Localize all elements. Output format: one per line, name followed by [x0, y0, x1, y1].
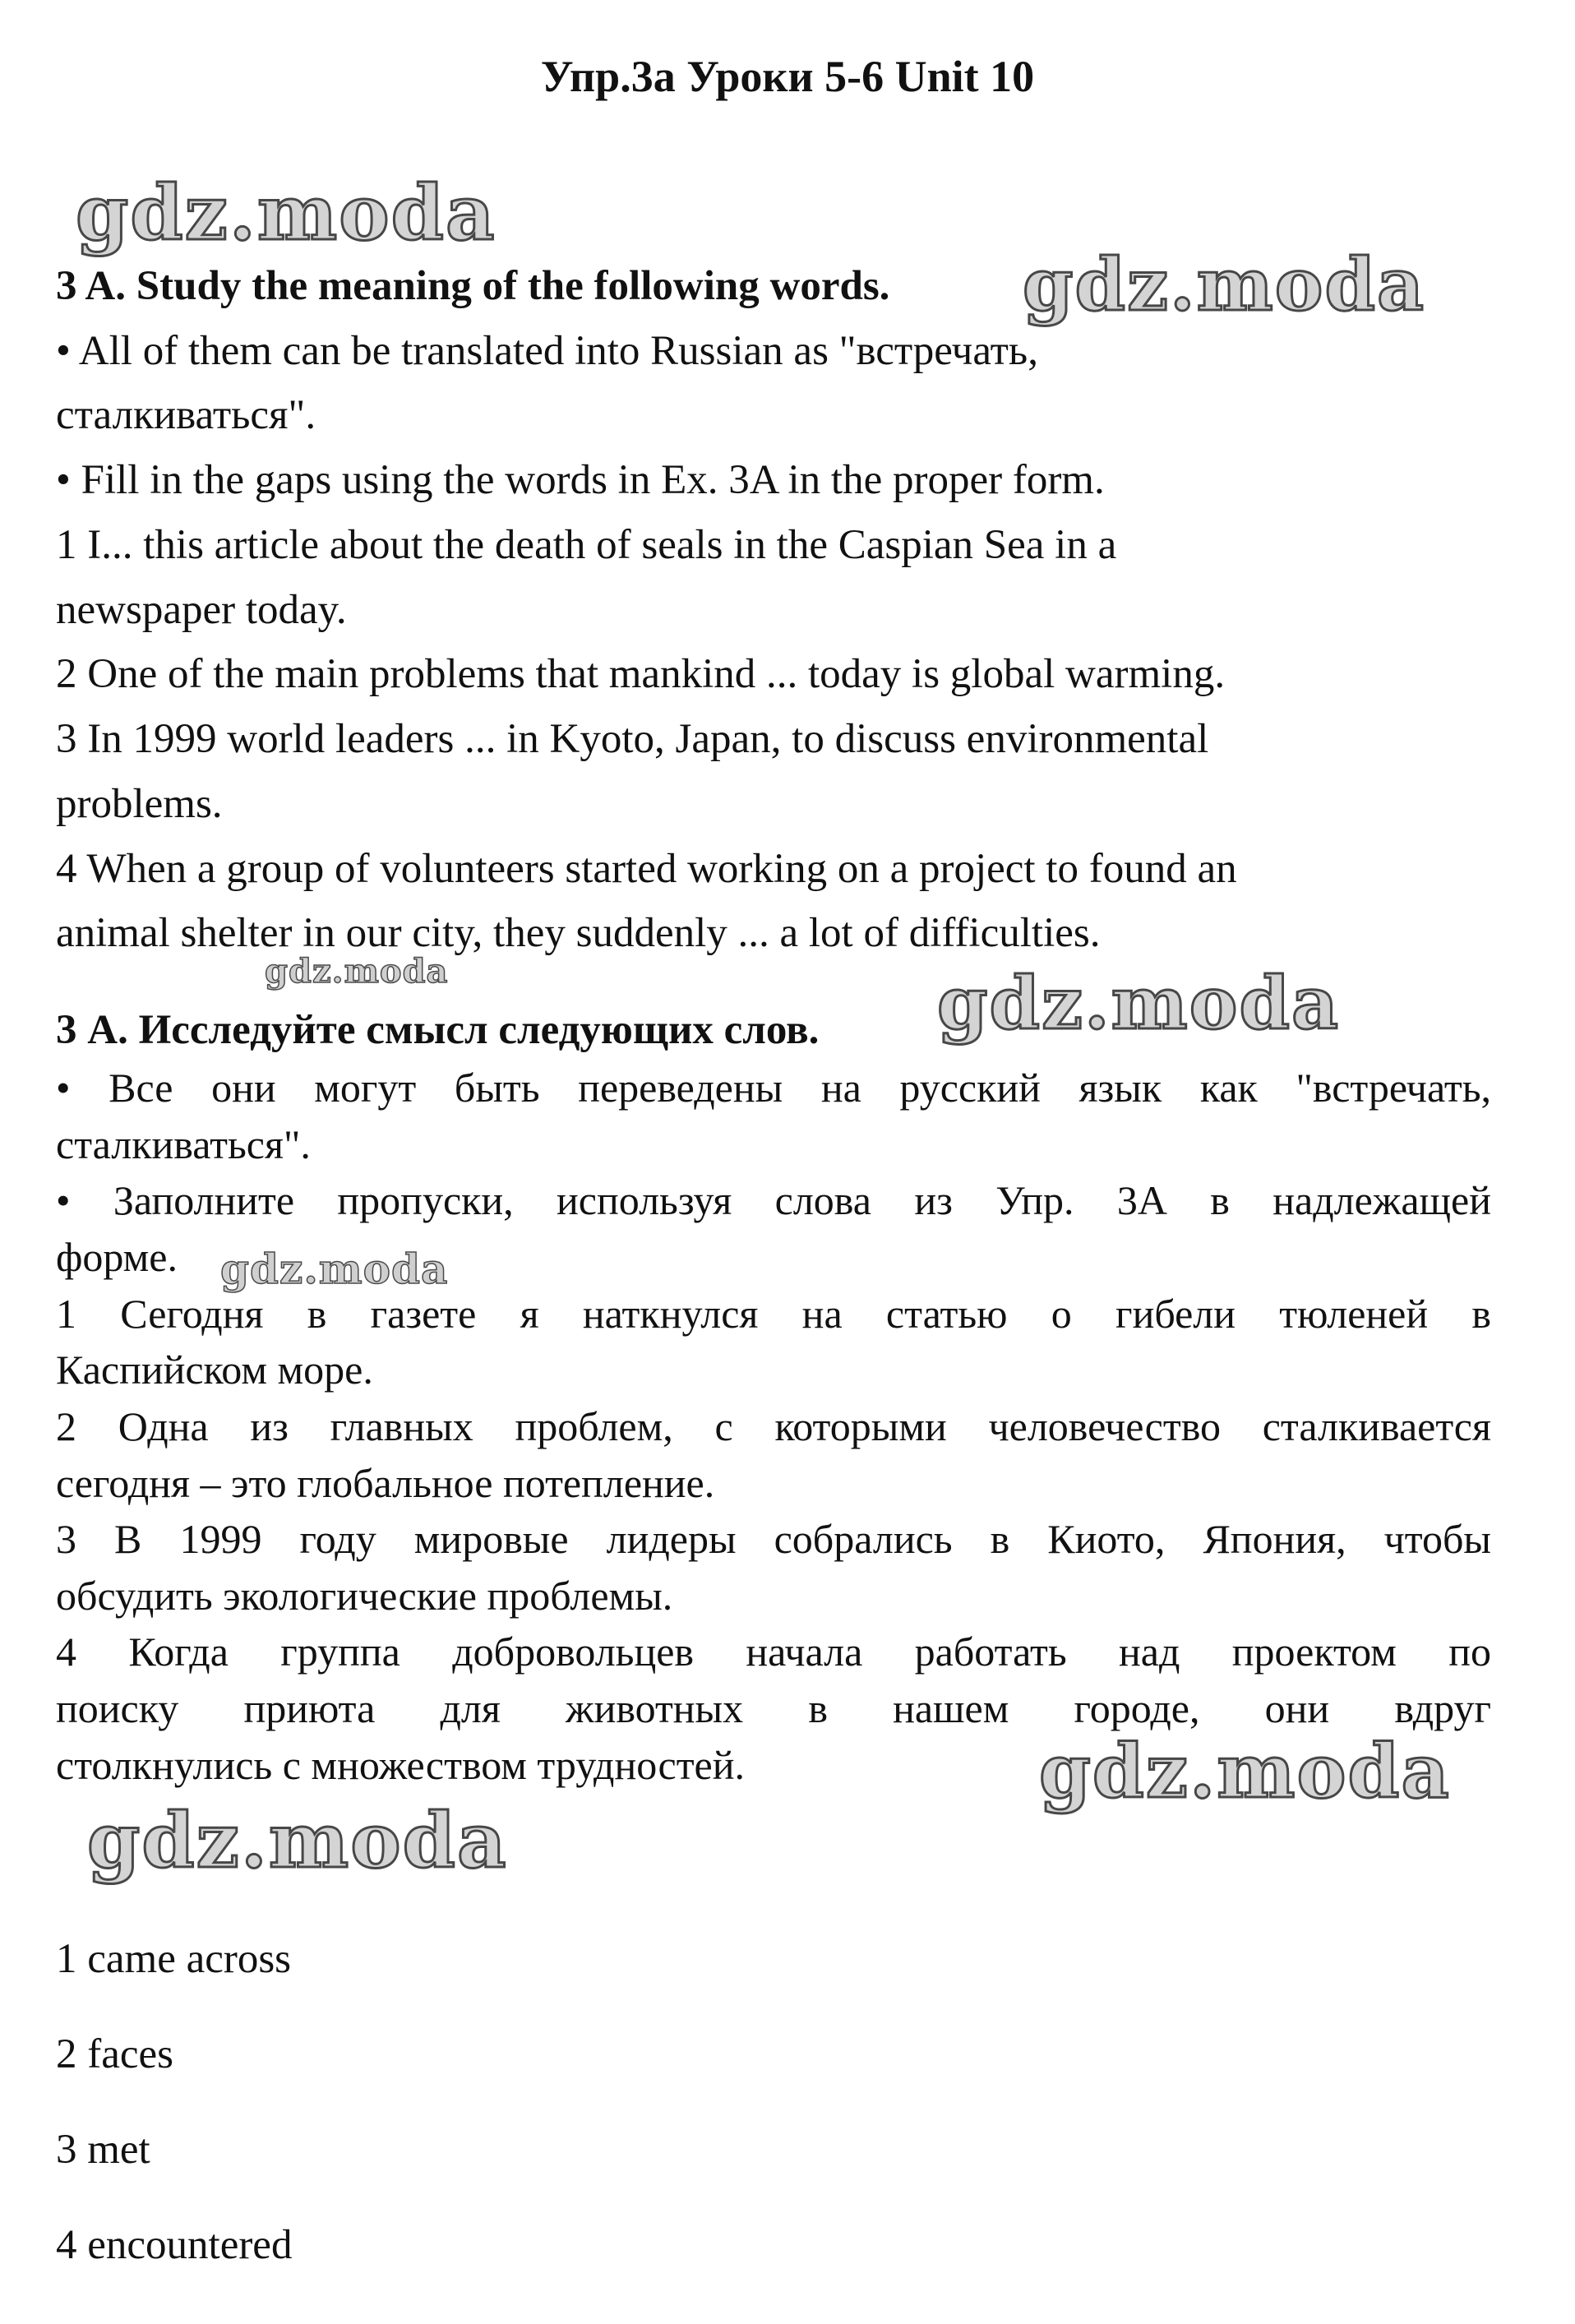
- russian-line: столкнулись с множеством трудностей.: [56, 1742, 745, 1788]
- english-line: сталкиваться".: [56, 392, 316, 438]
- english-line: 1 I... this article about the death of seals in the Caspian Sea in a: [56, 522, 1117, 568]
- english-line: problems.: [56, 781, 223, 827]
- watermark-logo: gdz.moda: [220, 1245, 449, 1293]
- answer-item: 2 faces: [56, 2031, 173, 2077]
- english-line: newspaper today.: [56, 587, 347, 633]
- watermark-logo: gdz.moda: [937, 960, 1341, 1046]
- russian-line: Каспийском море.: [56, 1347, 373, 1393]
- watermark-logo: gdz.moda: [76, 169, 497, 257]
- russian-line: сталкиваться".: [56, 1121, 311, 1167]
- russian-line: 4 Когда группа добровольцев начала работать над проектом по: [56, 1629, 1491, 1675]
- english-line: • All of them can be translated into Russian as "встречать,: [56, 328, 1038, 374]
- answer-item: 4 encountered: [56, 2222, 293, 2268]
- russian-line: • Все они могут быть переведены на русский язык как "встречать,: [56, 1065, 1491, 1111]
- russian-line: сегодня – это глобальное потепление.: [56, 1460, 715, 1506]
- english-line: animal shelter in our city, they suddenly ... a lot of difficulties.: [56, 910, 1101, 956]
- english-line: 2 One of the main problems that mankind ... today is global warming.: [56, 651, 1226, 697]
- russian-line: • Заполните пропуски, используя слова из Упр. 3А в надлежащей: [56, 1177, 1491, 1223]
- watermark-logo: gdz.moda: [1039, 1728, 1451, 1815]
- russian-line: 1 Сегодня в газете я наткнулся на статью о гибели тюленей в: [56, 1291, 1491, 1337]
- answer-item: 1 came across: [56, 1936, 292, 1982]
- watermark-logo: gdz.moda: [1023, 242, 1426, 327]
- page-title: Упр.3а Уроки 5-6 Unit 10: [540, 52, 1035, 101]
- watermark-logo: gdz.moda: [265, 952, 449, 991]
- russian-line: 2 Одна из главных проблем, с которыми человечество сталкивается: [56, 1403, 1491, 1449]
- english-line: • Fill in the gaps using the words in Ex. 3A in the proper form.: [56, 457, 1105, 503]
- english-line: 3 In 1999 world leaders ... in Kyoto, Japan, to discuss environmental: [56, 716, 1209, 762]
- russian-line: поиску приюта для животных в нашем городе, они вдруг: [56, 1685, 1491, 1731]
- russian-line: форме.: [56, 1234, 178, 1280]
- russian-heading: 3 А. Исследуйте смысл следующих слов.: [56, 1007, 820, 1053]
- watermark-logo: gdz.moda: [87, 1796, 508, 1885]
- russian-line: 3 В 1999 году мировые лидеры собрались в Киото, Япония, чтобы: [56, 1516, 1491, 1562]
- answer-item: 3 met: [56, 2127, 150, 2173]
- english-line: 4 When a group of volunteers started working on a project to found an: [56, 846, 1237, 892]
- russian-line: обсудить экологические проблемы.: [56, 1573, 673, 1619]
- english-heading: 3 A. Study the meaning of the following words.: [56, 263, 890, 309]
